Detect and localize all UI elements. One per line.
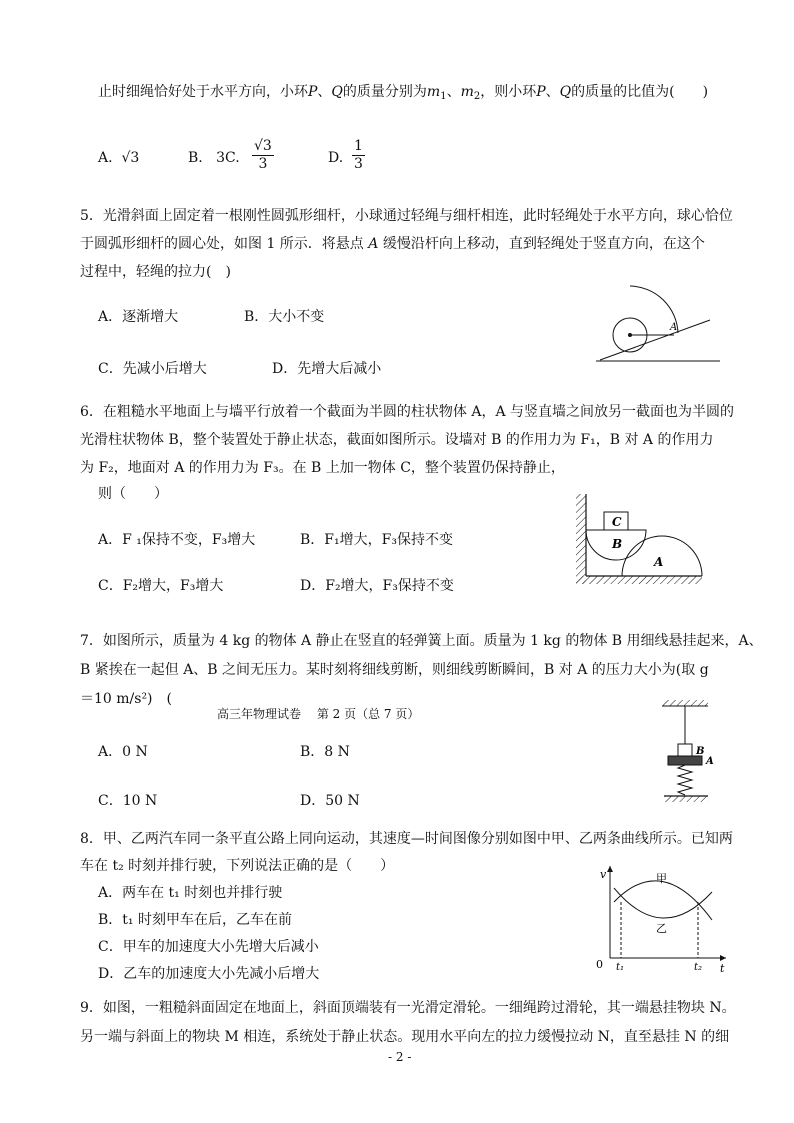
q7-option-d: D．50 N	[300, 793, 360, 809]
q6-option-a: A．F ₁保持不变，F₃增大	[98, 532, 256, 548]
q5-option-c: C．先减小后增大	[98, 361, 207, 377]
q6-figure-wall-semicylinders	[570, 490, 706, 588]
q5-stem-line2: 于圆弧形细杆的圆心处，如图 1 所示．将悬点 A 缓慢沿杆向上移动，直到轻绳处于竖直方向，在这个	[80, 236, 705, 252]
q8-option-a: A．两车在 t₁ 时刻也并排行驶	[98, 885, 283, 901]
q9-stem-line1: 9．如图，一粗糙斜面固定在地面上，斜面顶端装有一光滑定滑轮。一细绳跨过滑轮，其一端悬挂物块 N。	[80, 1000, 736, 1016]
q7-stem-line1: 7．如图所示，质量为 4 kg 的物体 A 静止在竖直的轻弹簧上面。质量为 1 kg 的物体 B 用细线悬挂起来，A、	[80, 633, 763, 649]
q6-option-d: D．F₂增大，F₃保持不变	[300, 578, 454, 594]
q6-stem-line2: 光滑柱状物体 B，整个装置处于静止状态，截面如图所示。设墙对 B 的作用力为 F₁，B 对 A 的作用力	[80, 432, 714, 448]
page-number: - 2 -	[388, 1050, 412, 1064]
q5-fig-label-a: A	[670, 322, 678, 333]
q7-fig-label-a: A	[706, 756, 714, 767]
q7-figure-spring-blocks	[656, 698, 722, 810]
q8-stem-line2: 车在 t₂ 时刻并排行驶，下列说法正确的是（ ）	[80, 858, 395, 874]
q5-stem-line1: 5．光滑斜面上固定着一根刚性圆弧形细杆，小球通过轻绳与细杆相连，此时轻绳处于水平方向，球心恰位	[80, 208, 733, 224]
q8-figure-velocity-time	[592, 862, 732, 974]
q5-option-a: A．逐渐增大	[98, 309, 179, 325]
q8-fig-t1: t₁	[616, 962, 625, 973]
q4-option-d-fraction: $\frac{1}{3}$	[354, 138, 363, 172]
q4-stem-tail: 止时细绳恰好处于水平方向，小环P、Q的质量分别为$m_1$、$m_2$，则小环P、Q的质量的比值为( )	[98, 84, 709, 102]
q6-stem-line3: 为 F₂，地面对 A 的作用力为 F₃。在 B 上加一物体 C，整个装置仍保持静止，	[80, 460, 565, 476]
q8-option-b: B．t₁ 时刻甲车在后，乙车在前	[98, 912, 292, 928]
q7-stem-line2: B 紧挨在一起但 A、B 之间无压力。某时刻将细线剪断，则细线剪断瞬间，B 对 A 的压力大小为(取 g	[80, 662, 709, 678]
q8-stem-line1: 8．甲、乙两汽车同一条平直公路上同向运动，其速度—时间图像分别如图中甲、乙两条曲线所示。已知两	[80, 831, 733, 847]
q4-option-b: B. 3C.	[188, 150, 240, 166]
q9-stem-line2: 另一端与斜面上的物块 M 相连，系统处于静止状态。现用水平向左的拉力缓慢拉动 N，直至悬挂 N 的细	[80, 1029, 730, 1045]
q6-stem-line4: 则（ ）	[98, 486, 168, 502]
q5-figure-incline-arc	[594, 278, 724, 368]
q6-fig-label-c: C	[612, 515, 622, 529]
q6-option-c: C．F₂增大，F₃增大	[98, 578, 224, 594]
q7-option-c: C．10 N	[98, 793, 158, 809]
q8-fig-t2: t₂	[694, 962, 703, 973]
q7-option-a: A．0 N	[98, 744, 148, 760]
q8-fig-origin: 0	[596, 958, 603, 971]
q6-stem-line1: 6．在粗糙水平地面上与墙平行放着一个截面为半圆的柱状物体 A，A 与竖直墙之间放另一截面也为半圆的	[80, 404, 735, 420]
q4-option-a: A. √3	[98, 150, 140, 166]
q4-option-c-fraction: $\frac{√3}{3}$	[254, 138, 272, 172]
q8-option-d: D．乙车的加速度大小先减小后增大	[98, 966, 320, 982]
q8-fig-label-jia: 甲	[656, 872, 667, 885]
q6-option-b: B．F₁增大，F₃保持不变	[300, 532, 453, 548]
q7-stem-line3: ＝10 m/s²) (	[80, 691, 172, 707]
q8-fig-label-yi: 乙	[656, 922, 667, 935]
q5-stem-line3: 过程中，轻绳的拉力( )	[80, 264, 231, 280]
q8-option-c: C．甲车的加速度大小先增大后减小	[98, 939, 319, 955]
q4-option-d-label: D.	[328, 150, 344, 166]
q8-fig-axis-v: v	[600, 868, 607, 881]
q6-fig-label-a: A	[654, 555, 664, 569]
q8-fig-axis-t: t	[720, 962, 725, 974]
q7-option-b: B．8 N	[300, 744, 350, 760]
q6-fig-label-b: B	[612, 537, 623, 551]
q5-option-b: B．大小不变	[244, 309, 325, 325]
q5-option-d: D．先增大后减小	[272, 361, 382, 377]
running-footer: 高三年物理试卷 第 2 页（总 7 页）	[217, 707, 420, 721]
q7-fig-label-b: B	[696, 746, 705, 757]
